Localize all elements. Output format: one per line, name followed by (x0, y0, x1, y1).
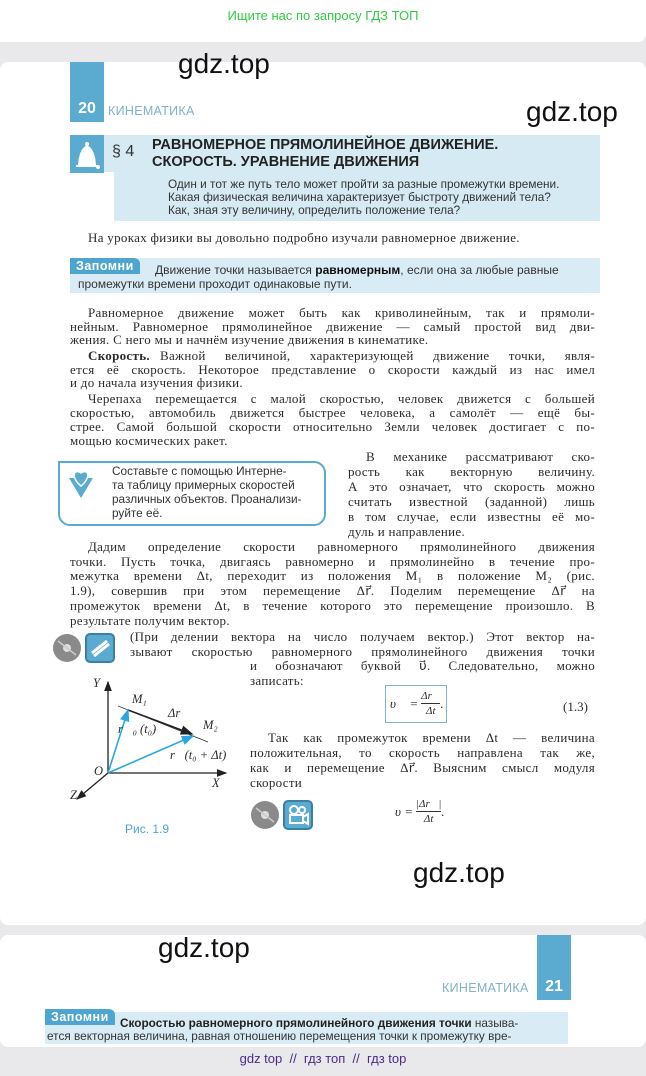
text-line: как и перемещение Δr⃗. Выясним смысл модуля (250, 760, 595, 775)
remember-text-21-2: ется векторная величина, равная отношению перемещения точки к промежутку вре- (47, 1029, 512, 1043)
text-line: точки. Пусть точка, двигаясь равномерно и прямолинейно в течение про- (70, 553, 595, 569)
text-line: Как, зная эту величину, определить положение тела? (168, 203, 461, 217)
text-line: нейным. Равномерное прямолинейное движение — самый простой вид дви- (70, 318, 595, 334)
footer-links[interactable]: gdz top // гдз топ // гдз top (239, 1051, 407, 1066)
text-line: Один и тот же путь тело может пройти за разные промежутки времени. (168, 177, 560, 191)
text-line: межутка времени Δt, переходит из положения M₁ в положение M₂ (рис. (70, 568, 595, 584)
text-line: Какая физическая величина характеризует быстроту движений тела? (168, 190, 551, 204)
text-line: скоростью, автомобиль движется быстрее человека, а самолёт — ещё бы- (70, 405, 595, 420)
text-line: рость как векторную величину. (348, 464, 595, 479)
text-line: скорости (250, 775, 303, 790)
text-line: промежуток времени Δt, в течение которого это перемещение произошло. В (70, 597, 595, 613)
figure-label-y: Y (93, 676, 100, 690)
text-line: Черепаха перемещается с малой скоростью, человек движется с большей (88, 391, 595, 406)
text-line: Дадим определение скорости равномерного прямолинейного движения (88, 539, 595, 554)
text-line: в том случае, если известны её мо- (348, 509, 595, 524)
r0-vector (108, 710, 128, 773)
text-line: На уроках физики вы довольно подробно изучали равномерное движение. (88, 230, 520, 245)
watermark: gdz.top (526, 96, 618, 127)
text-line: различных объектов. Проанализи- (112, 492, 302, 506)
watermark: gdz.top (178, 48, 270, 79)
figure-label-dr: Δr⃗ (168, 706, 190, 720)
figure-label-z: Z (70, 788, 77, 802)
figure-label-o: O (94, 764, 104, 778)
text-line: и обозначают буквой υ⃗. Следовательно, можно (250, 658, 595, 673)
chapter-title-21: КИНЕМАТИКА (442, 981, 529, 995)
text-line: зывают скоростью равномерного прямолинейного движения точки (130, 643, 595, 659)
title-line: РАВНОМЕРНОЕ ПРЯМОЛИНЕЙНОЕ ДВИЖЕНИЕ. (152, 137, 499, 153)
text-line: та таблицу примерных скоростей (112, 478, 295, 492)
figure-label-x: X (212, 776, 220, 790)
remember-text-2: промежутки времени проходит одинаковые пути. (78, 277, 352, 291)
text-line: стрее. Самой большой скорости относительно Земли человек достигает с по- (70, 419, 595, 434)
text-line: В механике рассматривают ско- (366, 449, 595, 464)
watermark: gdz.top (158, 932, 250, 963)
formula-speed-modulus: υ = $\frac{|\Delta r⃗|}{\Delta t}$ . (395, 798, 445, 825)
page-number: 20 (70, 62, 104, 122)
text-line: руйте её. (112, 506, 163, 520)
text-line: 1.9), совершив при этом перемещение Δr⃗. Поделим перемещение Δr⃗ на (70, 583, 595, 599)
chapter-title: КИНЕМАТИКА (108, 104, 195, 118)
text-line: мощью космических ракет. (70, 433, 228, 448)
text-line: жения. С него мы и начнём изучение движения в кинематике. (70, 332, 429, 347)
figure-label-m1: M₁ (132, 692, 147, 706)
watermark: gdz.top (413, 857, 505, 888)
text-line: ется её скорость. Некоторое представление о скорости каждый из нас имел (70, 361, 595, 377)
section-number: § 4 (112, 143, 135, 160)
page-number-21: 21 (537, 935, 571, 1000)
text-line: дуль и направление. (348, 524, 466, 539)
text-line: Так как промежуток времени Δt — величина (268, 730, 595, 745)
banner-text: Ищите нас по запросу ГДЗ ТОП (227, 8, 419, 23)
figure-label-m2: M₂ (203, 718, 218, 732)
text-line: и до начала изучения физики. (70, 375, 243, 390)
remember-label-21: Запомни (45, 1009, 115, 1025)
text-line: Составьте с помощью Интерне- (112, 464, 287, 478)
text-line: Важной величиной, характеризующей движение точки, явля- (160, 348, 595, 363)
text-line: результате получим вектор. (70, 612, 230, 628)
bold-term: Скорость. (88, 348, 150, 363)
remember-text: Движение точки называется равномерным, если она за любые равные (155, 263, 559, 277)
z-axis (77, 773, 108, 799)
text-line: (При делении вектора на число получаем вектор.) Этот вектор на- (130, 629, 595, 644)
text-line: записать: (250, 672, 304, 688)
text-line: А это означает, что скорость можно (348, 479, 595, 494)
text-line: положительная, то скорость направлена так же, (250, 745, 595, 760)
title-line: СКОРОСТЬ. УРАВНЕНИЕ ДВИЖЕНИЯ (152, 154, 420, 170)
text-line: Равномерное движение может быть как криволинейным, так и прямоли- (88, 305, 595, 320)
figure-caption: Рис. 1.9 (125, 822, 170, 836)
figure-label-r: r⃗(t₀ + Δt) (170, 748, 227, 762)
figure-label-r0: r⃗₀ (t₀) (118, 722, 157, 736)
formula-number: (1.3) (563, 699, 588, 714)
formula-1-3: υ⃗ = $\frac{\Delta r⃗}{\Delta t}$ . (390, 690, 444, 717)
remember-text-21: Скоростью равномерного прямолинейного движения точки называ- (120, 1016, 519, 1030)
remember-label: Запомни (70, 258, 140, 274)
text-line: считать известной (заданной) лишь (348, 494, 595, 509)
